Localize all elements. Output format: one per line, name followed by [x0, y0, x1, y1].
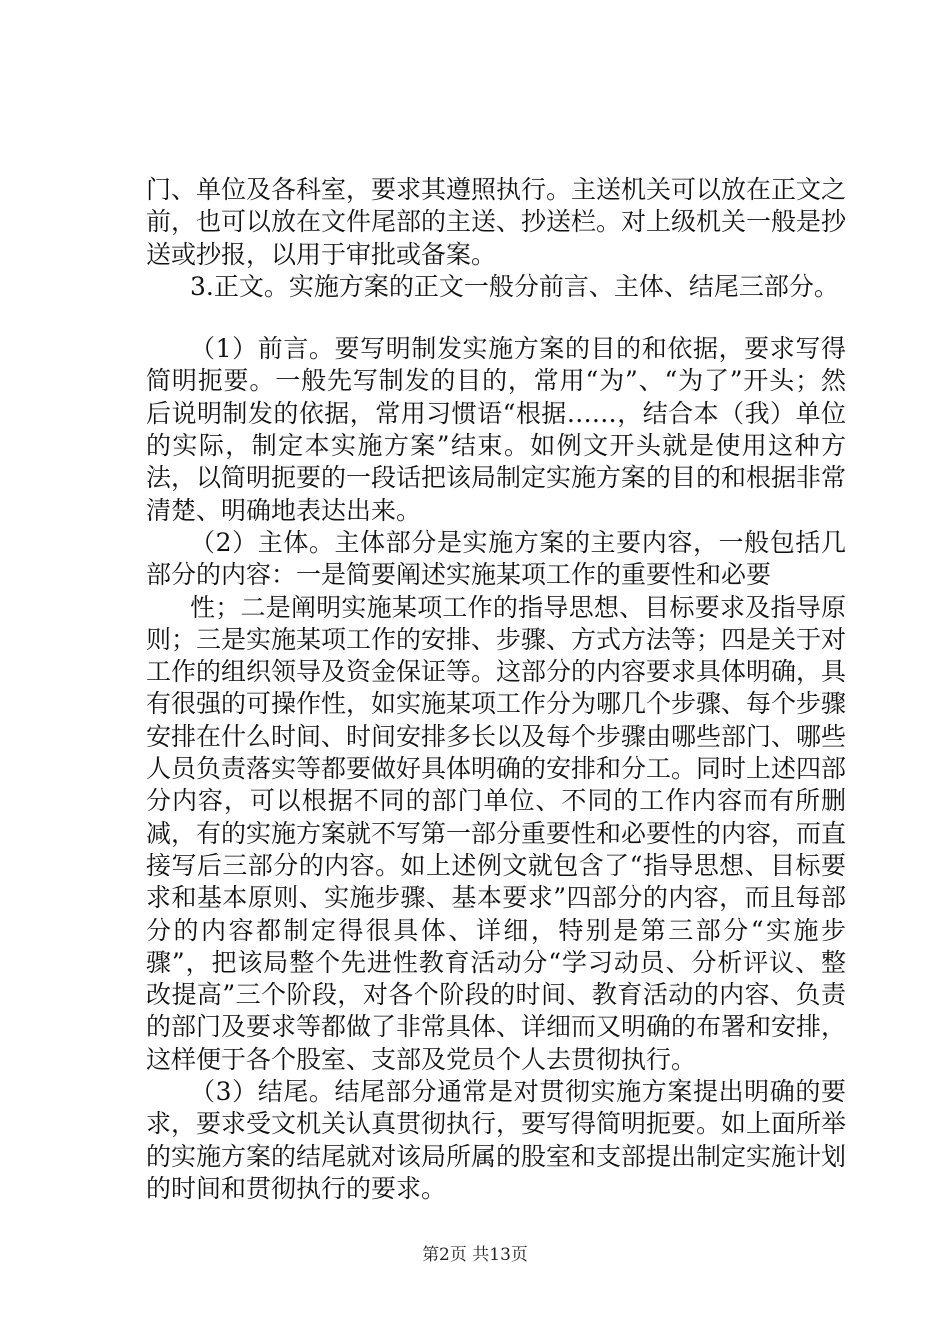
paragraph-ending: （3）结尾。结尾部分通常是对贯彻实施方案提出明确的要求，要求受文机关认真贯彻执行，要写得简明扼要。如上面所举的实施方案的结尾就对该局所属的股室和支部提出制定实施计划的时间和贯彻执行的要求。: [146, 1077, 847, 1203]
document-body: [146, 174, 846, 1205]
paragraph-preface: （1）前言。要写明制发实施方案的目的和依据，要求写得简明扼要。一般先写制发的目的，常用“为”、“为了”开头；然后说明制发的依据，常用习惯语“根据……，结合本（我）单位的实际，制定本实施方案”结束。如例文开头就是使用这种方法，以简明扼要的一段话把该局制定实施方案的目的和根据非常清楚、明确地表达出来。: [146, 334, 847, 525]
paragraph-body-part-1: （2）主体。主体部分是实施方案的主要内容，一般包括几部分的内容：一是简要阐述实施某项工作的重要性和必要: [146, 527, 846, 590]
page-number-footer: 第2页 共13页: [422, 1245, 528, 1265]
paragraph-main-text-heading: 3.正文。实施方案的正文一般分前言、主体、结尾三部分。: [190, 271, 839, 301]
paragraph-body-part-2: 性；二是阐明实施某项工作的指导思想、目标要求及指导原则；三是实施某项工作的安排、步骤、方式方法等；四是关于对工作的组织领导及资金保证等。这部分的内容要求具体明确，具有很强的可操作性，如实施某项工作分为哪几个步骤、每个步骤安排在什么时间、时间安排多长以及每个步骤由哪些部门、哪些人员负责落实等都要做好具体明确的安排和分工。同时上述四部分内容，可以根据不同的部门单位、不同的工作内容而有所删减，有的实施方案就不写第一部分重要性和必要性的内容，而直接写后三部分的内容。如上述例文就包含了“指导思想、目标要求和基本原则、实施步骤、基本要求”四部分的内容，而且每部分的内容都制定得很具体、详细，特别是第三部分“实施步骤”，把该局整个先进性教育活动分“学习动员、分析评议、整改提高”三个阶段，对各个阶段的时间、教育活动的内容、负责的部门及要求等都做了非常具体、详细而又明确的布署和安排，这样便于各个股室、支部及党员个人去贯彻执行。: [146, 592, 847, 1074]
paragraph-continuation: 门、单位及各科室，要求其遵照执行。主送机关可以放在正文之前，也可以放在文件尾部的主送、抄送栏。对上级机关一般是抄送或抄报，以用于审批或备案。: [146, 175, 847, 269]
